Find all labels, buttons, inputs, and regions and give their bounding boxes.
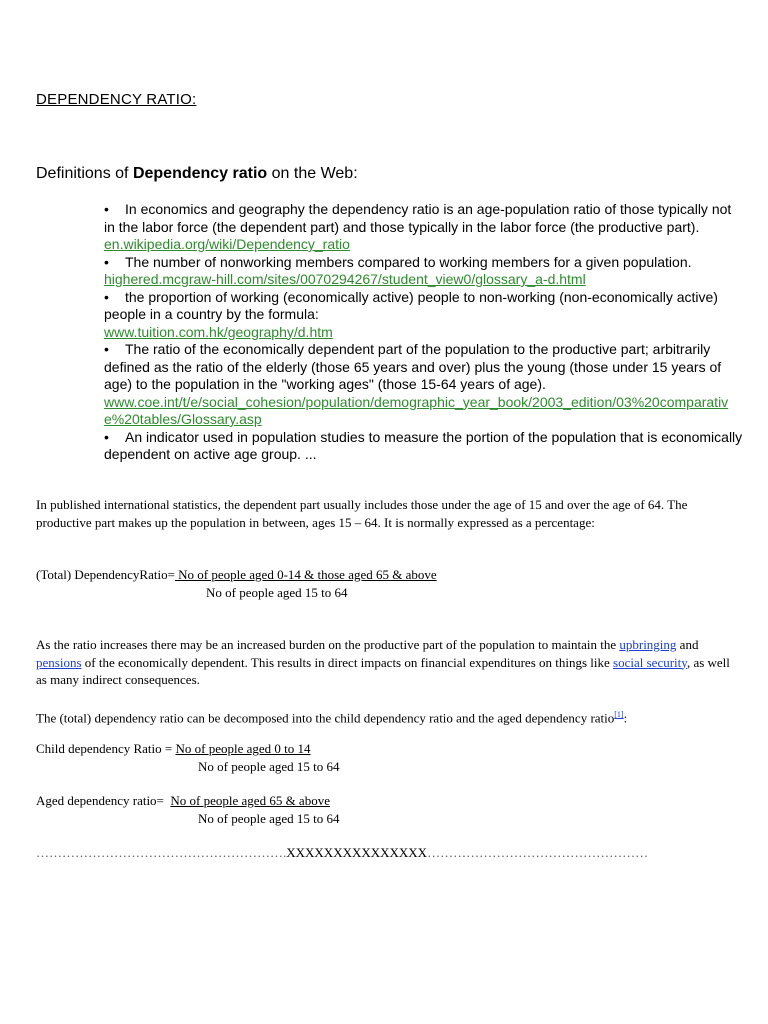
aged-formula-denominator: No of people aged 15 to 64 [198,810,340,826]
definitions-list [104,201,744,464]
section-separator [36,845,736,861]
bullet-icon: • [104,201,109,217]
total-formula-denominator: No of people aged 15 to 64 [206,584,348,600]
document-title: DEPENDENCY RATIO: [36,91,197,108]
child-formula-numerator: No of people aged 0 to 14 [175,741,311,756]
paragraph-decomposition-text: The (total) dependency ratio can be decomposed into the child dependency ratio and the aged dependency ratio [36,710,615,726]
definition-item [104,201,744,254]
paragraph-burden [36,636,736,689]
definition-source-link[interactable]: en.wikipedia.org/wiki/Dependency_ratio [104,236,350,252]
definition-source-link[interactable]: www.coe.int/t/e/social_cohesion/population/demographic_year_book/2003_edition/03%20comparative%20tables/Glossary.asp [104,393,729,427]
bullet-icon: • [104,253,109,270]
definition-item [104,254,744,289]
definition-text: The ratio of the economically dependent part of the population to the productive part; arbitrarily defined as the ratio of the elderly (those 65 years and over) plus the young (those under 15 years of age) to the population in the "working ages" (those 15-64 years of age). [104,341,722,392]
child-formula-label: Child dependency Ratio = [36,741,176,756]
definition-text: An indicator used in population studies to measure the portion of the population that is economically dependent on active age group. ... [104,428,743,462]
definition-item [104,429,744,464]
definition-item [104,341,744,429]
aged-formula-label: Aged dependency ratio= [36,793,171,808]
definition-text: the proportion of working (economically active) people to non-working (non-economically active) people in a country by the formula: [104,288,718,322]
total-formula-numerator: No of people aged 0-14 & those aged 65 & above [174,567,437,582]
separator-dots-right: …………………………………………… [427,845,649,860]
reference-link[interactable]: [1] [614,710,624,719]
definition-text: The number of nonworking members compared to working members for a given population. [125,253,692,270]
social-security-link[interactable]: social security [613,654,687,670]
paragraph-decomposition [36,706,736,727]
bullet-icon: • [104,288,109,305]
paragraph-burden-text: , as well as many indirect consequences. [36,654,730,687]
separator-dots-left: …………………………………………………. [36,845,287,860]
definitions-bold-term: Dependency ratio [132,165,268,182]
paragraph-burden-text: and [676,637,699,652]
total-formula-label: (Total) DependencyRatio= [36,567,175,582]
paragraph-burden-text: of the economically dependent. This results in direct impacts on financial expenditures on things like [81,654,614,670]
bullet-icon: • [104,341,109,357]
bullet-icon: • [104,428,109,445]
definition-item [104,289,744,342]
definitions-prefix: Definitions of [36,165,133,182]
paragraph-burden-text: As the ratio increases there may be an increased burden on the productive part of the population to maintain the [36,637,620,652]
definitions-suffix: on the Web: [267,165,358,182]
definition-source-link[interactable]: www.tuition.com.hk/geography/d.htm [104,323,333,340]
pensions-link[interactable]: pensions [36,654,82,670]
separator-marker: XXXXXXXXXXXXXXX [286,845,428,860]
child-dependency-formula [36,740,736,775]
child-formula-denominator: No of people aged 15 to 64 [198,758,340,774]
aged-formula-numerator: No of people aged 65 & above [170,793,330,808]
total-dependency-formula [36,566,736,601]
definitions-heading [36,165,358,183]
definition-text: In economics and geography the dependency ratio is an age-population ratio of those typically not in the labor force (the dependent part) and those typically in the labor force (the productive part). [104,201,732,235]
upbringing-link[interactable]: upbringing [619,637,677,652]
paragraph-international-statistics: In published international statistics, the dependent part usually includes those under the age of 15 and over the age of 64. The productive part makes up the population in between, ages 15 – 64. It is normally expressed as a percentage: [36,497,688,530]
aged-dependency-formula [36,792,736,827]
paragraph-decomposition-end: : [623,710,628,726]
definition-source-link[interactable]: highered.mcgraw-hill.com/sites/0070294267/student_view0/glossary_a-d.html [104,271,586,287]
